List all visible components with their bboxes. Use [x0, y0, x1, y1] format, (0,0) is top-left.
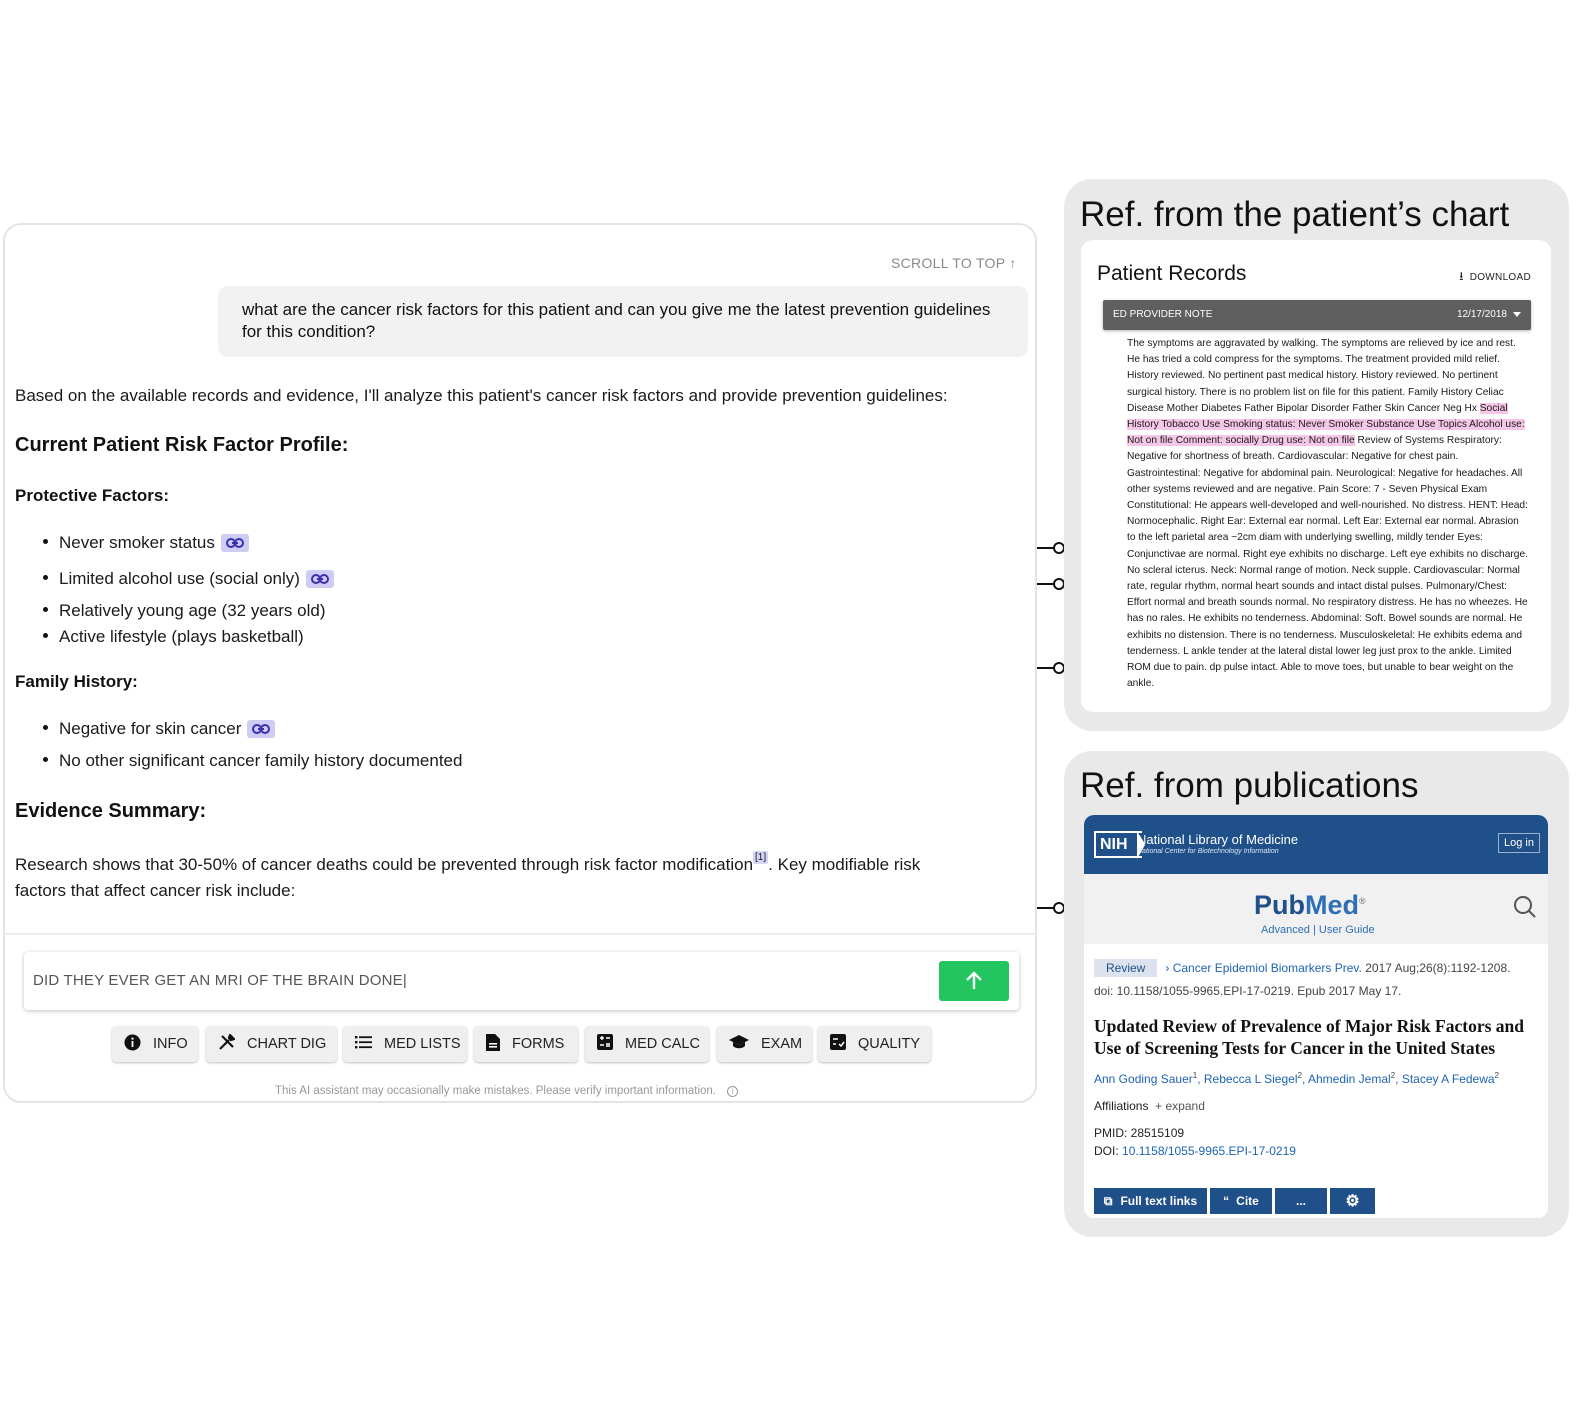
protective-item: Active lifestyle (plays basketball) [59, 627, 304, 646]
author-sup: 2 [1297, 1071, 1302, 1080]
info-icon [124, 1034, 141, 1055]
chevron-right-icon: › [1165, 961, 1170, 975]
exam-label: EXAM [761, 1036, 803, 1052]
list-item [43, 601, 325, 621]
info-outline-icon[interactable]: i [727, 1086, 738, 1097]
chart-dig-label: CHART DIG [247, 1036, 327, 1052]
author-sup: 1 [1192, 1071, 1198, 1080]
list-item [43, 533, 249, 553]
citation-badge[interactable]: [1] [755, 852, 767, 863]
nlm-header [1084, 815, 1548, 874]
pubmed-logo-part: Pub [1254, 890, 1305, 920]
send-button[interactable] [939, 961, 1009, 1001]
list-icon [355, 1035, 372, 1053]
protective-item: Limited alcohol use (social only) [59, 569, 300, 588]
pubmed-logo[interactable]: PubMed® [1254, 890, 1366, 920]
quality-label: QUALITY [858, 1036, 921, 1052]
disclaimer [275, 1085, 738, 1097]
list-item [43, 627, 304, 647]
heading-protective-factors: Protective Factors: [15, 486, 169, 505]
affiliations-label: Affiliations [1094, 1099, 1149, 1113]
journal-link[interactable]: Cancer Epidemiol Biomarkers Prev. [1172, 961, 1362, 975]
evidence-text: Research shows that 30-50% of cancer deaths could be prevented through risk factor modification [15, 855, 754, 874]
pmid: PMID: 28515109 [1094, 1126, 1185, 1140]
protective-item: Relatively young age (32 years old) [59, 601, 326, 620]
med-lists-label: MED LISTS [384, 1036, 461, 1052]
patient-records-title: Patient Records [1097, 262, 1247, 285]
family-item: No other significant cancer family history documented [59, 751, 463, 770]
link-icon[interactable] [247, 720, 275, 738]
disclaimer-text: This AI assistant may occasionally make mistakes. Please verify important information. [275, 1085, 717, 1097]
publication-reference-title: Ref. from publications [1080, 766, 1419, 805]
document-icon [486, 1034, 500, 1055]
advanced-link[interactable]: Advanced [1261, 924, 1310, 936]
evidence-text: . Key modifiable risk [768, 855, 921, 874]
cite-label: Cite [1236, 1194, 1259, 1208]
action-buttons [1094, 1188, 1375, 1214]
list-item [43, 719, 275, 739]
chat-input-text[interactable]: DID THEY EVER GET AN MRI OF THE BRAIN DONE| [33, 972, 407, 989]
evidence-paragraph [15, 852, 921, 875]
forms-label: FORMS [512, 1036, 565, 1052]
assistant-intro: Based on the available records and evidence, I'll analyze this patient's cancer risk factors and provide prevention guidelines: [15, 386, 948, 405]
link-icon[interactable] [221, 534, 249, 552]
more-button[interactable]: ... [1275, 1188, 1327, 1214]
cite-button[interactable] [1210, 1188, 1272, 1214]
pubmed-logo-part: Med [1305, 890, 1359, 920]
login-button[interactable]: Log in [1498, 833, 1540, 853]
author-link[interactable]: Ann Goding Sauer [1094, 1072, 1193, 1086]
citation-details: 2017 Aug;26(8):1192-1208. [1361, 961, 1511, 975]
graduation-cap-icon [729, 1035, 749, 1054]
chart-dig-button[interactable] [206, 1026, 337, 1062]
review-badge: Review [1094, 959, 1157, 977]
protective-item: Never smoker status [59, 533, 215, 552]
doi-label: DOI: [1094, 1144, 1123, 1158]
author-sup: 2 [1390, 1071, 1396, 1080]
nih-logo: NIH [1094, 831, 1142, 858]
settings-button[interactable] [1330, 1188, 1375, 1214]
chart-reference-title: Ref. from the patient’s chart [1080, 195, 1510, 234]
arrow-up-icon [964, 971, 984, 991]
info-button[interactable] [112, 1026, 198, 1062]
list-item [43, 569, 334, 589]
search-icon[interactable] [1513, 895, 1537, 919]
quality-button[interactable] [818, 1026, 931, 1062]
note-date: 12/17/2018 [1456, 309, 1507, 320]
user-message: what are the cancer risk factors for this patient and can you give me the latest prevention guidelines for this condition? [218, 286, 1028, 357]
med-calc-label: MED CALC [625, 1036, 700, 1052]
exam-button[interactable] [717, 1026, 812, 1062]
family-item: Negative for skin cancer [59, 719, 242, 738]
med-calc-button[interactable] [585, 1026, 709, 1062]
chat-input[interactable] [24, 952, 1019, 1010]
list-item [43, 751, 462, 771]
chat-panel [3, 223, 1037, 1103]
note-body [1127, 336, 1530, 692]
nlm-name: National Library of Medicine [1137, 832, 1299, 847]
evidence-text-line2: factors that affect cancer risk include: [15, 881, 296, 900]
doi-line: doi: 10.1158/1055-9965.EPI-17-0219. Epub 2017 May 17. [1094, 984, 1402, 998]
note-text: The symptoms are aggravated by walking. The symptoms are relieved by ice and rest. He has tried a cold compress for the symptoms. The treatment provided mild relief. History reviewed. No pertinent past medical history. History reviewed. No pertinent surgical history. There is no problem list on file for this patient. Family History Celiac Disease Mother Diabetes Father Bipolar Disorder Father Skin Cancer Neg Hx [1127, 338, 1516, 414]
calculator-icon [597, 1034, 613, 1054]
download-icon: ⭳ [1459, 269, 1464, 283]
download-label: DOWNLOAD [1469, 272, 1531, 283]
forms-button[interactable] [474, 1026, 578, 1062]
affiliations-row[interactable] [1094, 1099, 1205, 1113]
note-text: Review of Systems Respiratory: Negative for shortness of breath. Cardiovascular: Negative for chest pain. Gastrointestinal: Negative for abdominal pain. Neurological: Negative for headaches. All other systems reviewed and are negative. Pain Score: 7 - Seven Physical Exam Constitutional: He appears well-developed and well-nourished. No distress. HENT: Head: Normocephalic. Right Ear: External ear normal. Left Ear: External ear normal. Abrasion to the left parietal area ~2cm diam with underlying swelling, mildly tender Eyes: Conjunctivae are normal. Right eye exhibits no discharge. Left eye exhibits no discharge. No scleral icterus. Neck: Normal range of motion. Neck supple. Cardiovascular: Normal rate, regular rhythm, normal heart sounds and intact distal pulses. Pulmonary/Chest: Effort normal and breath sounds normal. No respiratory distress. He has no wheezes. He has no rales. He exhibits no tenderness. Abdominal: Soft. Bowel sounds are normal. He exhibits no distension. There is no tenderness. Musculoskeletal: He exhibits edema and tenderness. L ankle tender at the lateral distal lower leg just prox to the ankle. Limited ROM due to pain. dp pulse intact. Able to move toes, but unable to bear weight on the ankle. [1127, 435, 1528, 690]
tools-icon [218, 1034, 235, 1055]
pubmed-card [1084, 815, 1548, 1218]
full-text-label: Full text links [1120, 1194, 1198, 1208]
note-highlight: Social History Tobacco Use Smoking status: Never Smoker Substance Use Topics Alcohol use: Not on file Comment: socially Drug use: Not on file [1127, 402, 1525, 447]
note-type: ED PROVIDER NOTE [1113, 309, 1213, 320]
divider [5, 933, 1035, 935]
download-button[interactable] [1459, 267, 1531, 288]
expand-link[interactable]: + expand [1155, 1099, 1205, 1113]
note-selector[interactable] [1103, 300, 1531, 330]
heading-evidence-summary: Evidence Summary: [15, 800, 207, 822]
quote-icon: “ [1223, 1194, 1230, 1208]
author-link[interactable]: Rebecca L Siegel [1203, 1072, 1298, 1086]
nlm-subtitle: National Center for Biotechnology Information [1137, 848, 1279, 855]
link-icon[interactable] [306, 570, 334, 588]
gear-icon: ⚙ [1345, 1193, 1360, 1210]
heading-risk-profile: Current Patient Risk Factor Profile: [15, 434, 349, 456]
full-text-links-button[interactable] [1094, 1188, 1207, 1214]
heading-family-history: Family History: [15, 672, 138, 691]
external-link-icon: ⧉ [1103, 1193, 1113, 1208]
authors-list: Ann Goding Sauer$^1$, Rebecca L Siegel$^2$, Ahmedin Jemal$^2$, Stacey A Fedewa$^2$ [1094, 1071, 1499, 1086]
checklist-icon [830, 1034, 846, 1054]
chevron-down-icon [1513, 312, 1521, 317]
author-link[interactable]: Ahmedin Jemal [1307, 1072, 1391, 1086]
pubmed-links: Advanced | User Guide [1261, 924, 1375, 936]
citation-row [1094, 961, 1510, 975]
user-guide-link[interactable]: User Guide [1318, 924, 1375, 936]
author-sup: 2 [1494, 1071, 1499, 1080]
scroll-to-top-link[interactable]: SCROLL TO TOP ↑ [891, 255, 1017, 271]
doi-row [1094, 1144, 1296, 1158]
paper-title: Updated Review of Prevalence of Major Risk Factors and Use of Screening Tests for Cancer in the United States [1094, 1016, 1524, 1058]
med-lists-button[interactable] [343, 1026, 467, 1062]
info-label: INFO [153, 1036, 188, 1052]
patient-records-card [1081, 240, 1551, 712]
author-link[interactable]: Stacey A Fedewa [1401, 1072, 1495, 1086]
doi-link[interactable]: 10.1158/1055-9965.EPI-17-0219 [1122, 1144, 1296, 1158]
